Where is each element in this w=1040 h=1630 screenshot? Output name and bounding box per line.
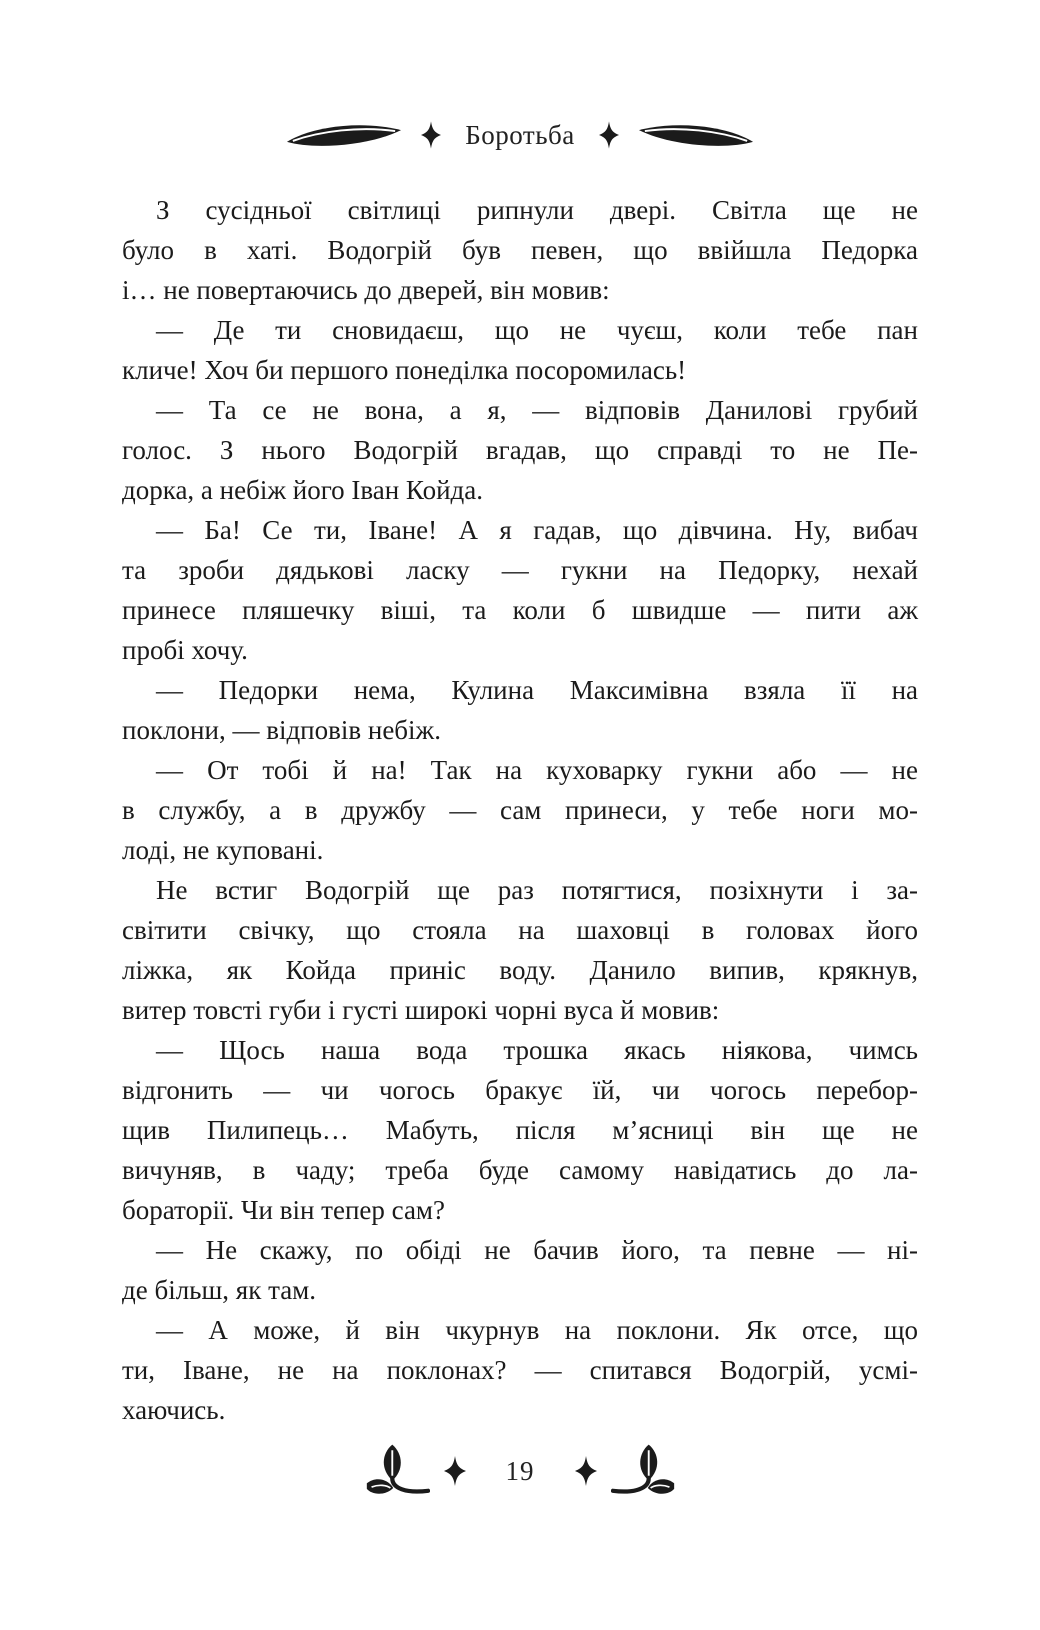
text-line: ліжка, як Койда приніс воду. Данило випив, крякнув, [122,955,918,985]
laurel-leaf-left-icon [285,118,403,152]
sparkle-footer-left-icon [444,1456,466,1486]
text-line: бораторії. Чи він тепер сам? [122,1195,445,1225]
leaf-sprig-right-icon [611,1442,677,1500]
text-line: — Не скажу, по обіді не бачив його, та певне — ні- [156,1235,918,1265]
sparkle-left-icon [421,121,441,149]
paragraph [122,1230,918,1310]
sparkle-right-icon [599,121,619,149]
text-line: де більш, як там. [122,1275,317,1305]
page-footer [0,1442,1040,1500]
text-line: дорка, а небіж його Іван Койда. [122,475,483,505]
text-line: принесе пляшечку віші, та коли б швидше — пити аж [122,595,918,625]
text-line: лоді, не куповані. [122,835,324,865]
text-line: світити свічку, що стояла на шаховці в головах його [122,915,918,945]
text-line: — Щось наша вода трошка якась ніякова, чимсь [156,1035,918,1065]
paragraph [122,390,918,510]
text-line: в службу, а в дружбу — сам принеси, у тебе ноги мо- [122,795,918,825]
text-line: голос. З нього Водогрій вгадав, що справді то не Пе- [122,435,918,465]
text-line: — Де ти сновидаєш, що не чуєш, коли тебе пан [156,315,918,345]
text-line: відгонить — чи чогось бракує їй, чи чогось перебор- [122,1075,918,1105]
laurel-leaf-right-icon [637,118,755,152]
text-line: пробі хочу. [122,635,248,665]
paragraph [122,1030,918,1230]
text-line: витер товсті губи і густі широкі чорні вуса й мовив: [122,995,720,1025]
text-line: — А може, й він чкурнув на поклони. Як отсе, що [156,1315,918,1345]
running-head [0,118,1040,152]
text-line: — От тобі й на! Так на куховарку гукни або — не [156,755,918,785]
text-line: кличе! Хоч би першого понеділка посоромилась! [122,355,687,385]
text-line: — Педорки нема, Кулина Максимівна взяла її на [156,675,918,705]
page-text [122,190,918,1430]
text-line: — Ба! Се ти, Іване! А я гадав, що дівчина. Ну, вибач [156,515,918,545]
paragraph [122,190,918,310]
paragraph [122,870,918,1030]
paragraph [122,750,918,870]
text-line: вичуняв, в чаду; треба буде самому навідатись до ла- [122,1155,918,1185]
paragraph [122,1310,918,1430]
text-line: поклони, — відповів небіж. [122,715,441,745]
paragraph [122,510,918,670]
text-line: З сусідньої світлиці рипнули двері. Світла ще не [156,195,918,225]
leaf-sprig-left-icon [364,1442,430,1500]
page-number: 19 [505,1455,535,1486]
sparkle-footer-right-icon [575,1456,597,1486]
text-line: Не встиг Водогрій ще раз потягтися, позіхнути і за- [156,875,918,905]
paragraph [122,310,918,390]
text-line: — Та се не вона, а я, — відповів Данилові грубий [156,395,918,425]
text-line: було в хаті. Водогрій був певен, що ввійшла Педорка [122,235,918,265]
text-line: ти, Іване, не на поклонах? — спитався Водогрій, усмі- [122,1355,918,1385]
text-line: та зроби дядькові ласку — гукни на Педорку, нехай [122,555,918,585]
text-line: хаючись. [122,1395,226,1425]
text-line: і… не повертаючись до дверей, він мовив: [122,275,610,305]
paragraph [122,670,918,750]
text-line: щив Пилипець… Мабуть, після м’ясниці він ще не [122,1115,918,1145]
chapter-title: Боротьба [465,119,575,150]
